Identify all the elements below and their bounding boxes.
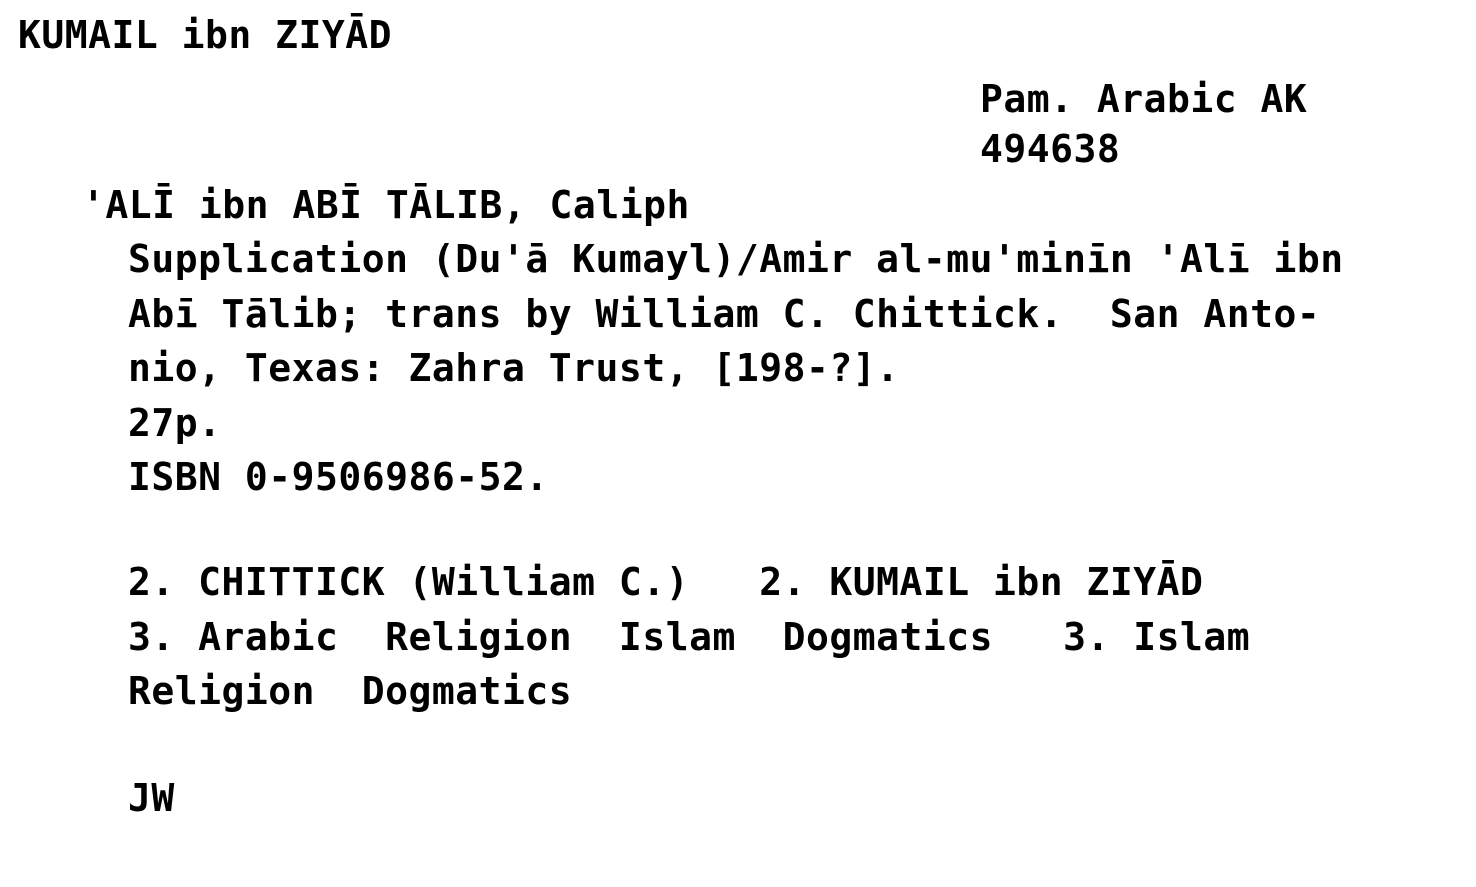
call-number-line-1: Pam. Arabic AK — [980, 77, 1308, 121]
title-statement-line-1: Supplication (Du'ā Kumayl)/Amir al-mu'minīn 'Alī ibn — [128, 237, 1344, 281]
tracings-line-1: 2. CHITTICK (William C.) 2. KUMAIL ibn ZIYĀD — [128, 560, 1204, 604]
tracings-line-3: Religion Dogmatics — [128, 669, 573, 713]
pagination: 27p. — [128, 401, 222, 445]
tracings-line-2: 3. Arabic Religion Islam Dogmatics 3. Islam — [128, 615, 1251, 659]
call-number-line-2: 494638 — [980, 127, 1121, 171]
cataloger-initials: JW — [128, 776, 175, 820]
imprint-line: nio, Texas: Zahra Trust, [198-?]. — [128, 346, 900, 390]
added-entry-heading: KUMAIL ibn ZIYĀD — [18, 13, 393, 57]
title-statement-line-2: Abī Tālib; trans by William C. Chittick. San Anto- — [128, 292, 1321, 336]
isbn: ISBN 0-9506986-52. — [128, 455, 549, 499]
main-entry-heading: 'ALĪ ibn ABĪ TĀLIB, Caliph — [82, 183, 690, 227]
